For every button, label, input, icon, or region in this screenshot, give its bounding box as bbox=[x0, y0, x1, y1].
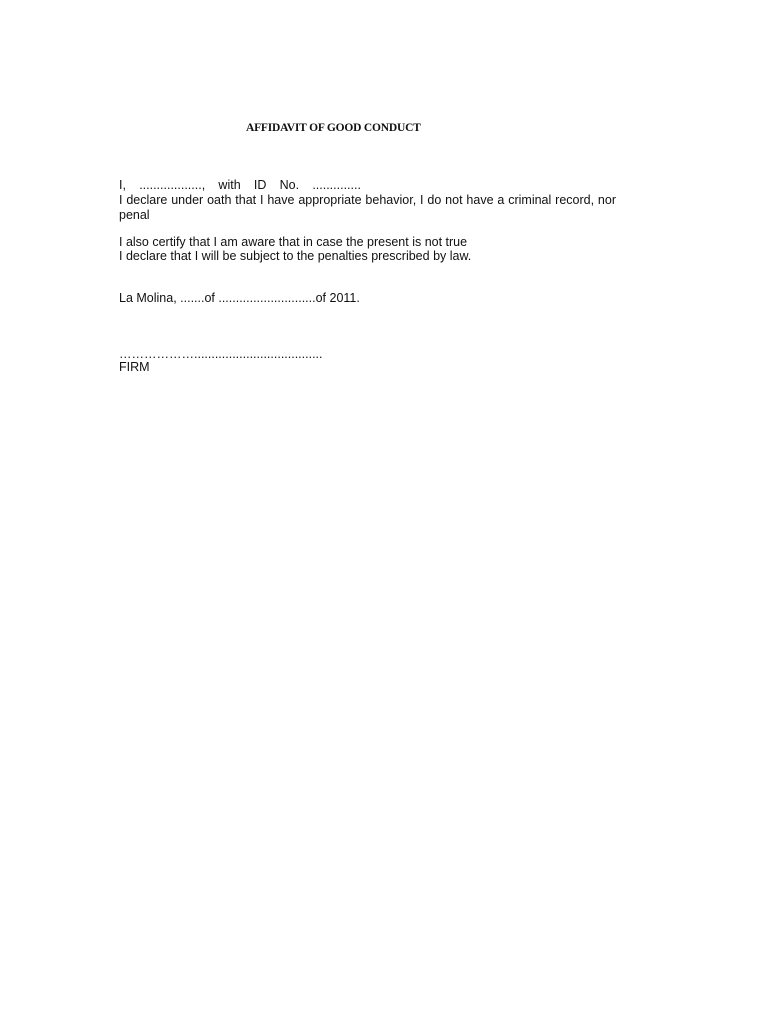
declaration-paragraph: I declare under oath that I have appropriate behavior, I do not have a criminal record, nor penal bbox=[119, 193, 616, 222]
identity-line bbox=[119, 178, 361, 193]
document-title: AFFIDAVIT OF GOOD CONDUCT bbox=[246, 122, 421, 134]
intro-word: No. bbox=[279, 178, 300, 192]
intro-word: ID bbox=[253, 178, 267, 192]
intro-word: with bbox=[218, 178, 241, 192]
place-date-line: La Molina, .......of ............................of 2011. bbox=[119, 291, 360, 305]
signature-line: ………………..................................... bbox=[119, 347, 323, 361]
id-blank: .............. bbox=[312, 178, 361, 192]
certify-line-2: I declare that I will be subject to the penalties prescribed by law. bbox=[119, 249, 472, 263]
signature-label: FIRM bbox=[119, 360, 150, 374]
intro-word: I, bbox=[119, 178, 126, 192]
certify-line-1: I also certify that I am aware that in case the present is not true bbox=[119, 235, 468, 249]
name-blank: .................., bbox=[139, 178, 206, 192]
